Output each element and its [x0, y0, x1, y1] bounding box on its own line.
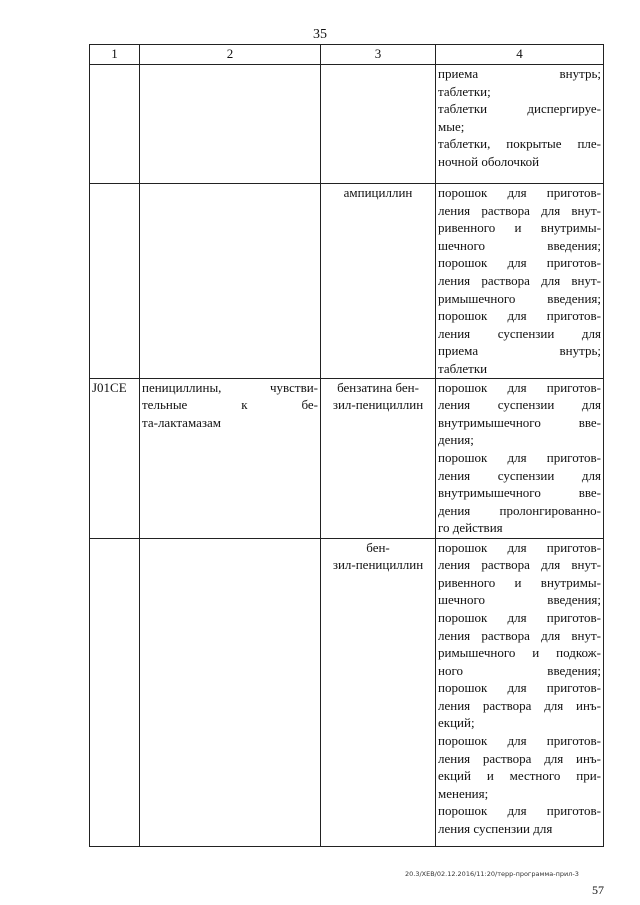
dosage-form-cell-line: ления раствора для внут- [438, 272, 601, 288]
header-col-3: 3 [321, 45, 436, 65]
dosage-form-cell-line: шечного введения; [438, 237, 601, 253]
group-cell [140, 65, 321, 184]
dosage-form-cell-line: ления раствора для инъ- [438, 697, 601, 713]
atc-code-cell [90, 538, 140, 846]
dosage-form-cell-line: порошок для приготов- [438, 539, 601, 555]
table-header-row [90, 45, 604, 65]
dosage-form-cell-line: порошок для приготов- [438, 680, 601, 696]
dosage-form-cell-line: порошок для приготов- [438, 803, 601, 819]
atc-code-cell [90, 184, 140, 379]
table-row [90, 184, 604, 379]
dosage-form-cell-line: ления раствора для внут- [438, 557, 601, 573]
dosage-form-cell-line: го действия [438, 520, 503, 536]
dosage-form-cell-line: таблетки; [438, 83, 491, 99]
table-row [90, 65, 604, 184]
dosage-form-cell-line: внутримышечного вве- [438, 414, 601, 430]
dosage-form-cell-line: порошок для приготов- [438, 308, 601, 324]
group-cell [140, 184, 321, 379]
dosage-form-cell-line: ления суспензии для [438, 821, 553, 837]
dosage-form-cell-line: приема внутрь; [438, 66, 601, 81]
dosage-form-cell-line: порошок для приготов- [438, 733, 601, 749]
dosage-form-cell-line: ного введения; [438, 662, 601, 678]
group-cell-line: пенициллины, чувстви- [142, 379, 318, 395]
dosage-form-cell-line: дения пролонгированно- [438, 502, 601, 518]
dosage-form-cell [436, 378, 604, 538]
table-row [90, 378, 604, 538]
dosage-form-cell [436, 184, 604, 379]
dosage-form-cell-line: мые; [438, 118, 465, 134]
drug-name-cell-line: бензатина бен- [337, 379, 419, 395]
dosage-form-cell-line: порошок для приготов- [438, 255, 601, 271]
dosage-form-cell-line: менения; [438, 785, 489, 801]
drug-name-cell [321, 65, 436, 184]
dosage-form-cell-line: таблетки [438, 360, 488, 376]
drug-name-cell [321, 538, 436, 846]
dosage-form-cell-line: порошок для приготов- [438, 449, 601, 465]
dosage-form-cell-line: порошок для приготов- [438, 609, 601, 625]
page-number-top: 35 [313, 27, 327, 42]
drug-name-cell-line: ампициллин [343, 185, 413, 200]
dosage-form-cell-line: ночной оболочкой [438, 153, 540, 169]
table-row [90, 538, 604, 846]
group-cell [140, 538, 321, 846]
dosage-form-cell-line: ления раствора для инъ- [438, 750, 601, 766]
dosage-form-cell [436, 65, 604, 184]
drug-name-cell [321, 184, 436, 379]
dosage-form-cell [436, 538, 604, 846]
footer-reference: 20.3/ХЕВ/02.12.2016/11:20/терр-программа-прил-3 [405, 870, 579, 878]
dosage-form-cell-line: екций и местного при- [438, 768, 601, 784]
dosage-form-cell-line: таблетки диспергируе- [438, 101, 601, 117]
atc-code-cell [90, 65, 140, 184]
dosage-form-cell-line: ления раствора для внут- [438, 627, 601, 643]
dosage-form-cell-line: екций; [438, 715, 475, 731]
dosage-form-cell-line: ления раствора для внут- [438, 202, 601, 218]
dosage-form-cell-line: порошок для приготов- [438, 379, 601, 395]
drug-name-cell-line: зил-пенициллин [332, 397, 424, 413]
dosage-form-cell-line: шечного введения; [438, 592, 601, 608]
dosage-form-cell-line: ления суспензии для [438, 325, 601, 341]
dosage-form-cell-line: ления суспензии для [438, 397, 601, 413]
header-col-4: 4 [436, 45, 604, 65]
dosage-form-cell-line: ривенного и внутримы- [438, 220, 601, 236]
dosage-form-cell-line: приема внутрь; [438, 343, 601, 359]
drug-name-cell [321, 378, 436, 538]
drug-name-cell-line: зил-пенициллин [332, 557, 424, 573]
drug-name-cell-line: бен- [366, 539, 390, 555]
atc-code-cell: J01CE [90, 378, 140, 538]
dosage-form-cell-line: внутримышечного вве- [438, 485, 601, 501]
dosage-form-cell-line: ления суспензии для [438, 467, 601, 483]
drug-table [89, 44, 604, 847]
dosage-form-cell-line: таблетки, покрытые пле- [438, 136, 601, 152]
group-cell [140, 378, 321, 538]
page-number-bottom: 57 [592, 883, 604, 897]
dosage-form-cell-line: дения; [438, 432, 474, 448]
dosage-form-cell-line: ривенного и внутримы- [438, 574, 601, 590]
dosage-form-cell-line: порошок для приготов- [438, 185, 601, 200]
header-col-1: 1 [90, 45, 140, 65]
group-cell-line: та-лактамазам [142, 414, 221, 430]
header-col-2: 2 [140, 45, 321, 65]
group-cell-line: тельные к бе- [142, 397, 318, 413]
dosage-form-cell-line: римышечного и подкож- [438, 645, 601, 661]
dosage-form-cell-line: римышечного введения; [438, 290, 601, 306]
